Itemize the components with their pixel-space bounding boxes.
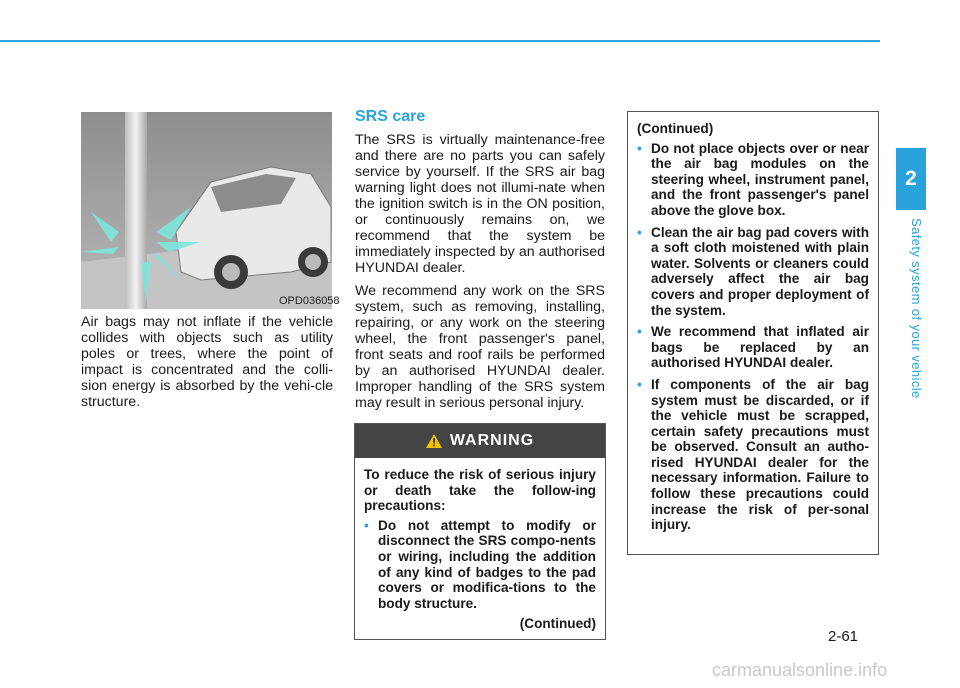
warning-box [354, 423, 606, 640]
bullet-dot-icon: • [637, 224, 642, 240]
illustration-graphic [81, 112, 340, 309]
site-watermark[interactable]: carmanualsonline.info [712, 660, 888, 680]
warning-header [355, 424, 605, 458]
bullet-dot-icon: • [637, 376, 642, 392]
warning-continued: (Continued) [519, 616, 596, 632]
bullet-dot-icon: • [637, 140, 642, 156]
pole-collision-note: Air bags may not inflate if the vehicle collides with objects such as utility poles or trees, where the point of impact is concentrated and the colli-sion energy is absorbed by the vehi-cle structure. [81, 314, 333, 410]
continued-bullet [637, 141, 869, 219]
warning-title: WARNING [449, 432, 535, 449]
figure-code-label: OPD036058 [279, 295, 340, 307]
airbag-pole-illustration [81, 112, 340, 309]
warning-body [355, 458, 605, 632]
bullet-dot-icon: • [637, 324, 642, 340]
warning-intro: To reduce the risk of serious injury or death take the follow-ing precautions: [364, 467, 596, 514]
continued-bullet-text: We recommend that inflated air bags be replaced by an authorised HYUNDAI dealer. [651, 324, 869, 371]
continued-label: (Continued) [637, 121, 714, 136]
chapter-title: Safety system of your vehicle [909, 218, 924, 399]
continued-bullet [637, 225, 869, 319]
continued-bullet-text: Clean the air bag pad covers with a soft cloth moistened with plain water. Solvents or cleaners could adversely affect the air bag covers and proper deployment of the system. [651, 224, 869, 318]
srs-care-paragraph-2: We recommend any work on the SRS system, such as removing, installing, repairing, or any work on the steering wheel, the front passenger's panel, front seats and roof rails be performed by an authorised HYUNDAI dealer. Improper handling of the SRS system may result in serious personal injury. [355, 283, 605, 411]
bullet-dot-icon: • [364, 517, 369, 533]
continued-bullet-text: If components of the air bag system must be discarded, or if the vehicle must be scrapped, certain safety precautions must be observed. Consult an autho-rised HYUNDAI dealer for the necessary information. Failure to follow these precautions could increase the risk of per-sonal injury. [651, 376, 869, 533]
continued-warning-box [627, 111, 879, 555]
warning-triangle-icon [426, 434, 442, 448]
header-rule [0, 40, 880, 42]
continued-bullet [637, 324, 869, 371]
page-number: 2-61 [828, 628, 859, 645]
warning-bullet-text: Do not attempt to modify or disconnect the SRS compo-nents or wiring, including the addition of any kind of badges to the pad covers or modifica-tions to the body structure. [378, 517, 596, 611]
srs-care-section [355, 108, 605, 418]
srs-care-paragraph-1: The SRS is virtually maintenance-free and there are no parts you can safely service by yourself. If the SRS air bag warning light does not illumi-nate when the ignition switch is in the ON position, or continuously remains on, we recommend that the system be immediately inspected by an authorised HYUNDAI dealer. [355, 132, 605, 276]
continued-bullet [637, 377, 869, 533]
warning-bullet [364, 518, 596, 612]
section-heading: SRS care [355, 108, 426, 125]
chapter-number-tab[interactable]: 2 [896, 148, 926, 210]
continued-bullet-text: Do not place objects over or near the air bag modules on the steering wheel, instrument panel, and the front passenger's panel above the glove box. [651, 140, 869, 218]
